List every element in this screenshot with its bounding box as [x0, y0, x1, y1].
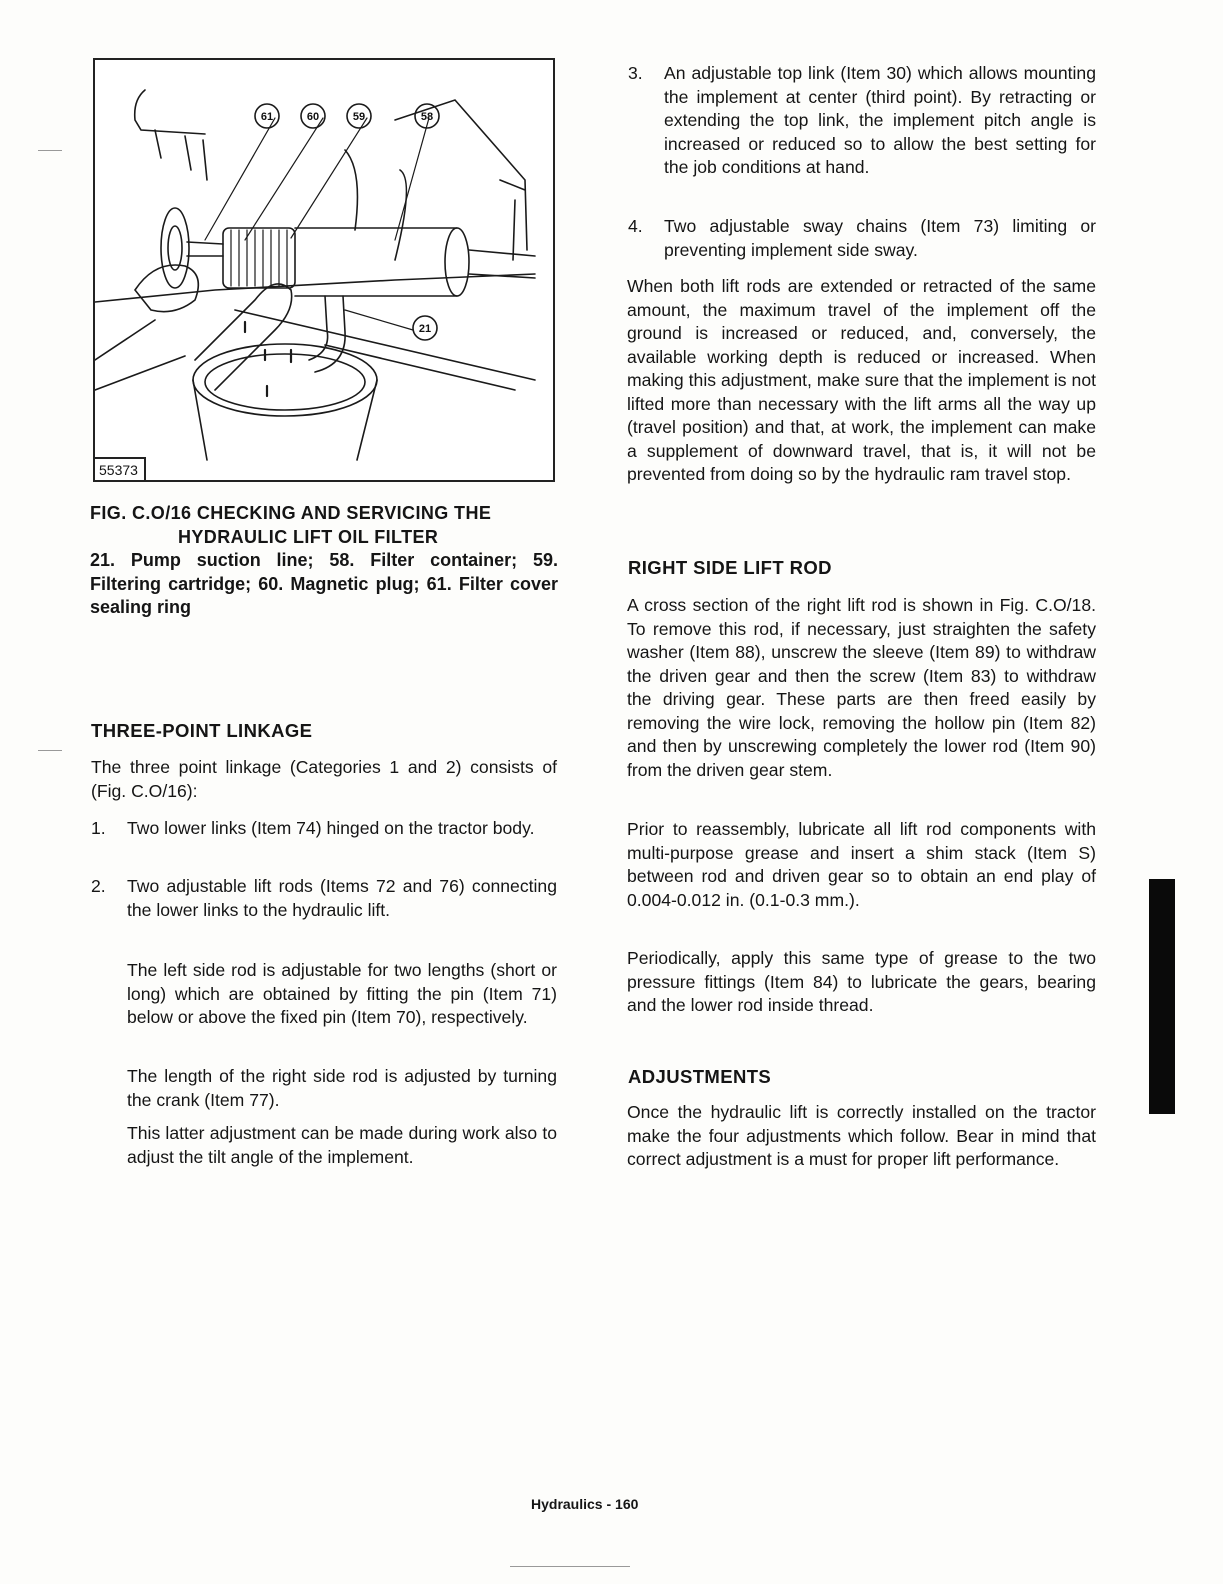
heading-three-point-linkage: THREE-POINT LINKAGE — [91, 720, 313, 741]
figure-oil-filter — [93, 58, 555, 482]
list-item-3-number: 3. — [628, 63, 643, 83]
linkage-intro: The three point linkage (Categories 1 and 2) consists of (Fig. C.O/16): — [91, 757, 557, 801]
caption-title-line1: FIG. C.O/16 CHECKING AND SERVICING THE — [90, 503, 492, 523]
filter-container-end — [445, 228, 469, 296]
platform-edge — [95, 274, 535, 302]
filter-container — [295, 228, 457, 296]
lift-rods-paragraph: When both lift rods are extended or retracted of the same amount, the maximum travel of the implement off the ground is increased or reduced, and, conversely, the available working depth is reduced or increased. When making this adjustment, make sure that the implement is not lifted more than necessary with the lift arms all the way up (travel position) and that, at work, the implement can make a supplement of downward travel, that is, it will not be prevented from doing so by the hydraulic ram travel stop. — [627, 276, 1096, 484]
page-footer: Hydraulics - 160 — [531, 1496, 639, 1512]
callout-60-label: 60 — [306, 111, 320, 123]
adjustments-paragraph: Once the hydraulic lift is correctly installed on the tractor make the four adjustments which follow. Bear in mind that correct adjustment is a must for proper lift performance. — [627, 1102, 1096, 1169]
list-item-2 — [91, 875, 557, 922]
list-item-1 — [91, 817, 557, 841]
figure-number: 55373 — [95, 457, 146, 480]
bucket-sides — [193, 380, 377, 460]
left-rod-paragraph: The left side rod is adjustable for two lengths (short or long) which are obtained by fitting the pin (Item 71) below or above the fixed pin (Item 70), respectively. — [127, 960, 557, 1027]
callout-58-label: 58 — [420, 111, 434, 123]
filter-cover-ring — [161, 208, 189, 288]
scan-mark — [38, 150, 62, 151]
scan-mark — [510, 1566, 630, 1567]
figure-caption — [90, 502, 558, 620]
filtering-cartridge — [223, 228, 295, 288]
right-lift-rod-paragraph: A cross section of the right lift rod is shown in Fig. C.O/18. To remove this rod, if necessary, just straighten the safety washer (Item 88), unscrew the sleeve (Item 89) to withdraw the driven gear and then the screw (Item 83) to withdraw the driving gear. These parts are then freed easily by removing the wire lock, removing the hollow pin (Item 82) and then by unscrewing completely the lower rod (Item 90) from the driven gear stem. — [627, 595, 1096, 780]
left-hand — [135, 265, 198, 312]
grease-paragraph: Periodically, apply this same type of grease to the two pressure fittings (Item 84) to lubricate the gears, bearing and the lower rod inside thread. — [627, 948, 1096, 1015]
caption-title-line2: HYDRAULIC LIFT OIL FILTER — [178, 526, 439, 547]
list-item-3-text: An adjustable top link (Item 30) which allows mounting the implement at center (third point). By retracting or extending the top link, the implement pitch angle is increased or reduced so to allow the best setting for the job conditions at hand. — [664, 63, 1096, 177]
magnetic-plug — [187, 242, 223, 256]
heading-right-side-lift-rod: RIGHT SIDE LIFT ROD — [628, 557, 832, 578]
callout-21-label: 21 — [418, 323, 432, 335]
list-item-3 — [628, 62, 1096, 180]
tilt-adjust-paragraph: This latter adjustment can be made during work also to adjust the tilt angle of the implement. — [127, 1123, 557, 1167]
callout-59-label: 59 — [352, 111, 366, 123]
list-item-4-number: 4. — [628, 216, 643, 236]
section-thumb-tab — [1149, 879, 1175, 1114]
right-rod-paragraph: The length of the right side rod is adjusted by turning the crank (Item 77). — [127, 1066, 557, 1110]
housing-outline — [135, 90, 205, 134]
scan-mark — [38, 750, 62, 751]
list-item-4 — [628, 215, 1096, 262]
list-item-1-text: Two lower links (Item 74) hinged on the tractor body. — [127, 818, 535, 838]
housing-ribs — [155, 130, 207, 180]
callout-leaders — [205, 118, 429, 240]
reassembly-paragraph: Prior to reassembly, lubricate all lift rod components with multi-purpose grease and insert a shim stack (Item S) between rod and driven gear so to obtain an end play of 0.004-0.012 in. (0.1-0.3 mm.). — [627, 819, 1096, 910]
callout-61-label: 61 — [260, 111, 274, 123]
filter-illustration — [95, 60, 553, 480]
list-item-1-number: 1. — [91, 818, 106, 838]
heading-adjustments: ADJUSTMENTS — [628, 1066, 772, 1087]
list-item-2-text: Two adjustable lift rods (Items 72 and 76) connecting the lower links to the hydraulic lift. — [127, 876, 557, 920]
list-item-2-number: 2. — [91, 876, 106, 896]
caption-items: 21. Pump suction line; 58. Filter container; 59. Filtering cartridge; 60. Magnetic plug; 61. Filter cover sealing ring — [90, 550, 558, 617]
right-hand — [195, 284, 292, 390]
list-item-4-text: Two adjustable sway chains (Item 73) limiting or preventing implement side sway. — [664, 216, 1096, 260]
